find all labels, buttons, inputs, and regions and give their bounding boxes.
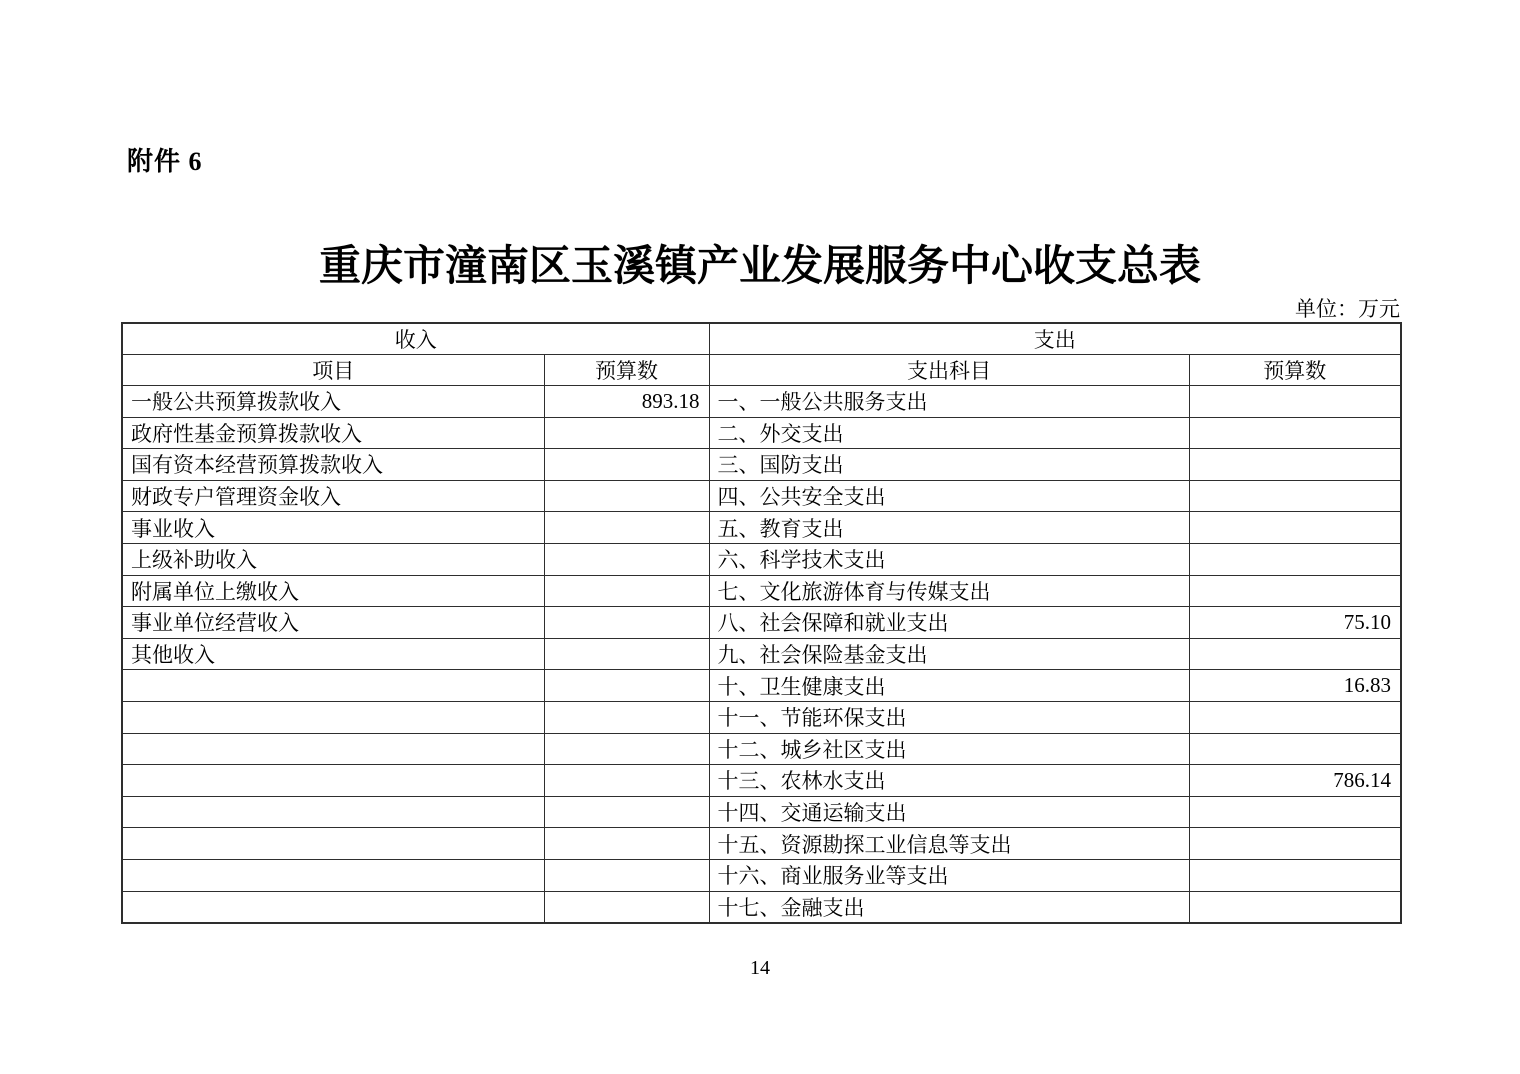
expense-item-cell: 十、卫生健康支出: [709, 670, 1189, 702]
expense-item-cell: 二、外交支出: [709, 417, 1189, 449]
expense-budget-cell: [1189, 701, 1401, 733]
income-item-cell: [122, 859, 544, 891]
expense-item-cell: 十四、交通运输支出: [709, 796, 1189, 828]
income-budget-cell: [544, 449, 709, 481]
income-budget-cell: [544, 512, 709, 544]
expense-item-cell: 十五、资源勘探工业信息等支出: [709, 828, 1189, 860]
expense-item-cell: 六、科学技术支出: [709, 543, 1189, 575]
income-item-cell: 国有资本经营预算拨款收入: [122, 449, 544, 481]
expense-budget-cell: [1189, 891, 1401, 923]
column-header-row: [122, 355, 1401, 386]
income-budget-cell: [544, 733, 709, 765]
income-section-header: 收入: [122, 323, 709, 355]
table-row: [122, 607, 1401, 639]
expense-item-cell: 十七、金融支出: [709, 891, 1189, 923]
expense-item-cell: 十一、节能环保支出: [709, 701, 1189, 733]
income-item-cell: 政府性基金预算拨款收入: [122, 417, 544, 449]
table-row: [122, 480, 1401, 512]
table-row: [122, 512, 1401, 544]
income-item-cell: 财政专户管理资金收入: [122, 480, 544, 512]
income-item-column-header: 项目: [122, 355, 544, 386]
income-budget-column-header: 预算数: [544, 355, 709, 386]
expense-budget-cell: [1189, 386, 1401, 418]
expense-item-cell: 七、文化旅游体育与传媒支出: [709, 575, 1189, 607]
expenditure-section-header: 支出: [709, 323, 1401, 355]
expense-item-cell: 五、教育支出: [709, 512, 1189, 544]
table-row: [122, 765, 1401, 797]
expense-budget-cell: [1189, 543, 1401, 575]
income-budget-cell: [544, 417, 709, 449]
table-row: [122, 449, 1401, 481]
expense-item-cell: 九、社会保险基金支出: [709, 638, 1189, 670]
expense-budget-cell: [1189, 575, 1401, 607]
income-item-cell: [122, 670, 544, 702]
table-row: [122, 701, 1401, 733]
expense-item-cell: 十六、商业服务业等支出: [709, 859, 1189, 891]
income-budget-cell: [544, 796, 709, 828]
income-budget-cell: [544, 480, 709, 512]
table-row: [122, 543, 1401, 575]
table-row: [122, 575, 1401, 607]
expense-budget-cell: [1189, 859, 1401, 891]
table-row: [122, 891, 1401, 923]
expense-budget-cell: [1189, 828, 1401, 860]
expense-budget-cell: 786.14: [1189, 765, 1401, 797]
income-item-cell: [122, 828, 544, 860]
expense-item-cell: 八、社会保障和就业支出: [709, 607, 1189, 639]
expense-budget-cell: [1189, 417, 1401, 449]
expense-budget-cell: 16.83: [1189, 670, 1401, 702]
budget-table: [121, 322, 1402, 924]
income-budget-cell: [544, 543, 709, 575]
income-item-cell: [122, 701, 544, 733]
unit-label: 单位：万元: [1295, 297, 1400, 321]
expense-item-cell: 十三、农林水支出: [709, 765, 1189, 797]
expenditure-budget-column-header: 预算数: [1189, 355, 1401, 386]
income-item-cell: 事业单位经营收入: [122, 607, 544, 639]
income-item-cell: 附属单位上缴收入: [122, 575, 544, 607]
table-row: [122, 386, 1401, 418]
income-item-cell: [122, 796, 544, 828]
income-budget-cell: 893.18: [544, 386, 709, 418]
section-header-row: [122, 323, 1401, 355]
income-budget-cell: [544, 859, 709, 891]
income-item-cell: 上级补助收入: [122, 543, 544, 575]
table-row: [122, 670, 1401, 702]
expense-item-cell: 三、国防支出: [709, 449, 1189, 481]
expense-item-cell: 十二、城乡社区支出: [709, 733, 1189, 765]
expense-budget-cell: [1189, 796, 1401, 828]
expense-budget-cell: [1189, 733, 1401, 765]
table-row: [122, 859, 1401, 891]
table-row: [122, 796, 1401, 828]
income-item-cell: 其他收入: [122, 638, 544, 670]
income-budget-cell: [544, 765, 709, 797]
income-item-cell: [122, 765, 544, 797]
expense-budget-cell: 75.10: [1189, 607, 1401, 639]
table-row: [122, 638, 1401, 670]
income-budget-cell: [544, 670, 709, 702]
table-row: [122, 417, 1401, 449]
income-budget-cell: [544, 575, 709, 607]
expense-item-cell: 四、公共安全支出: [709, 480, 1189, 512]
income-item-cell: 一般公共预算拨款收入: [122, 386, 544, 418]
page-number: 14: [750, 957, 770, 979]
expenditure-item-column-header: 支出科目: [709, 355, 1189, 386]
income-budget-cell: [544, 638, 709, 670]
attachment-label: 附件 6: [127, 147, 203, 176]
expense-budget-cell: [1189, 638, 1401, 670]
table-row: [122, 733, 1401, 765]
table-row: [122, 828, 1401, 860]
page-title: 重庆市潼南区玉溪镇产业发展服务中心收支总表: [318, 244, 1201, 290]
income-item-cell: [122, 733, 544, 765]
expense-budget-cell: [1189, 512, 1401, 544]
income-budget-cell: [544, 891, 709, 923]
income-item-cell: 事业收入: [122, 512, 544, 544]
expense-item-cell: 一、一般公共服务支出: [709, 386, 1189, 418]
expense-budget-cell: [1189, 449, 1401, 481]
income-item-cell: [122, 891, 544, 923]
income-budget-cell: [544, 701, 709, 733]
income-budget-cell: [544, 828, 709, 860]
expense-budget-cell: [1189, 480, 1401, 512]
income-budget-cell: [544, 607, 709, 639]
